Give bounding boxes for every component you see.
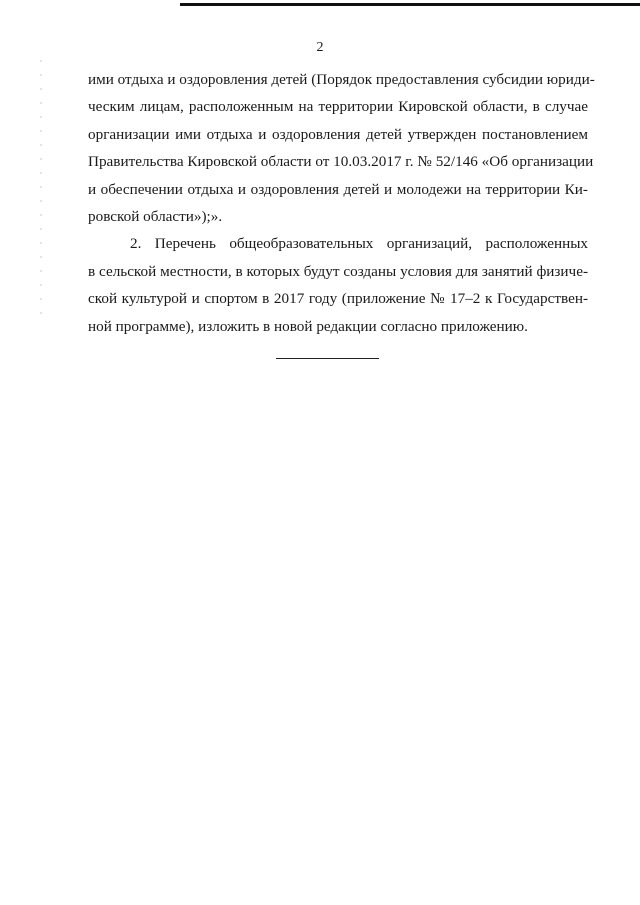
top-border-line (180, 3, 640, 6)
paragraph-2 (88, 230, 588, 340)
paragraph-line: Правительства Кировской области от 10.03.2017 г. № 52/146 «Об организации (88, 153, 594, 171)
paragraph-line: ной программе), изложить в новой редакции согласно приложению. (88, 317, 528, 335)
paragraph-line: и обеспечении отдыха и оздоровления детей и молодежи на территории Ки- (88, 180, 588, 198)
paragraph-line: ческим лицам, расположенным на территории Кировской области, в случае (88, 98, 588, 116)
scan-margin-marks (40, 60, 42, 320)
paragraph-1 (88, 66, 595, 230)
paragraph-line: 2. Перечень общеобразовательных организаций, расположенных (130, 235, 588, 253)
document-body (88, 66, 595, 340)
end-of-text-rule (276, 358, 379, 359)
paragraph-line: ими отдыха и оздоровления детей (Порядок предоставления субсидии юриди- (88, 71, 595, 88)
paragraph-line: ровской области»);». (88, 208, 223, 226)
paragraph-line: ской культурой и спортом в 2017 году (приложение № 17–2 к Государствен- (88, 290, 588, 308)
paragraph-line: организации ими отдыха и оздоровления детей утвержден постановлением (88, 125, 588, 143)
page-number: 2 (316, 40, 324, 55)
paragraph-line: в сельской местности, в которых будут созданы условия для занятий физиче- (88, 262, 588, 280)
